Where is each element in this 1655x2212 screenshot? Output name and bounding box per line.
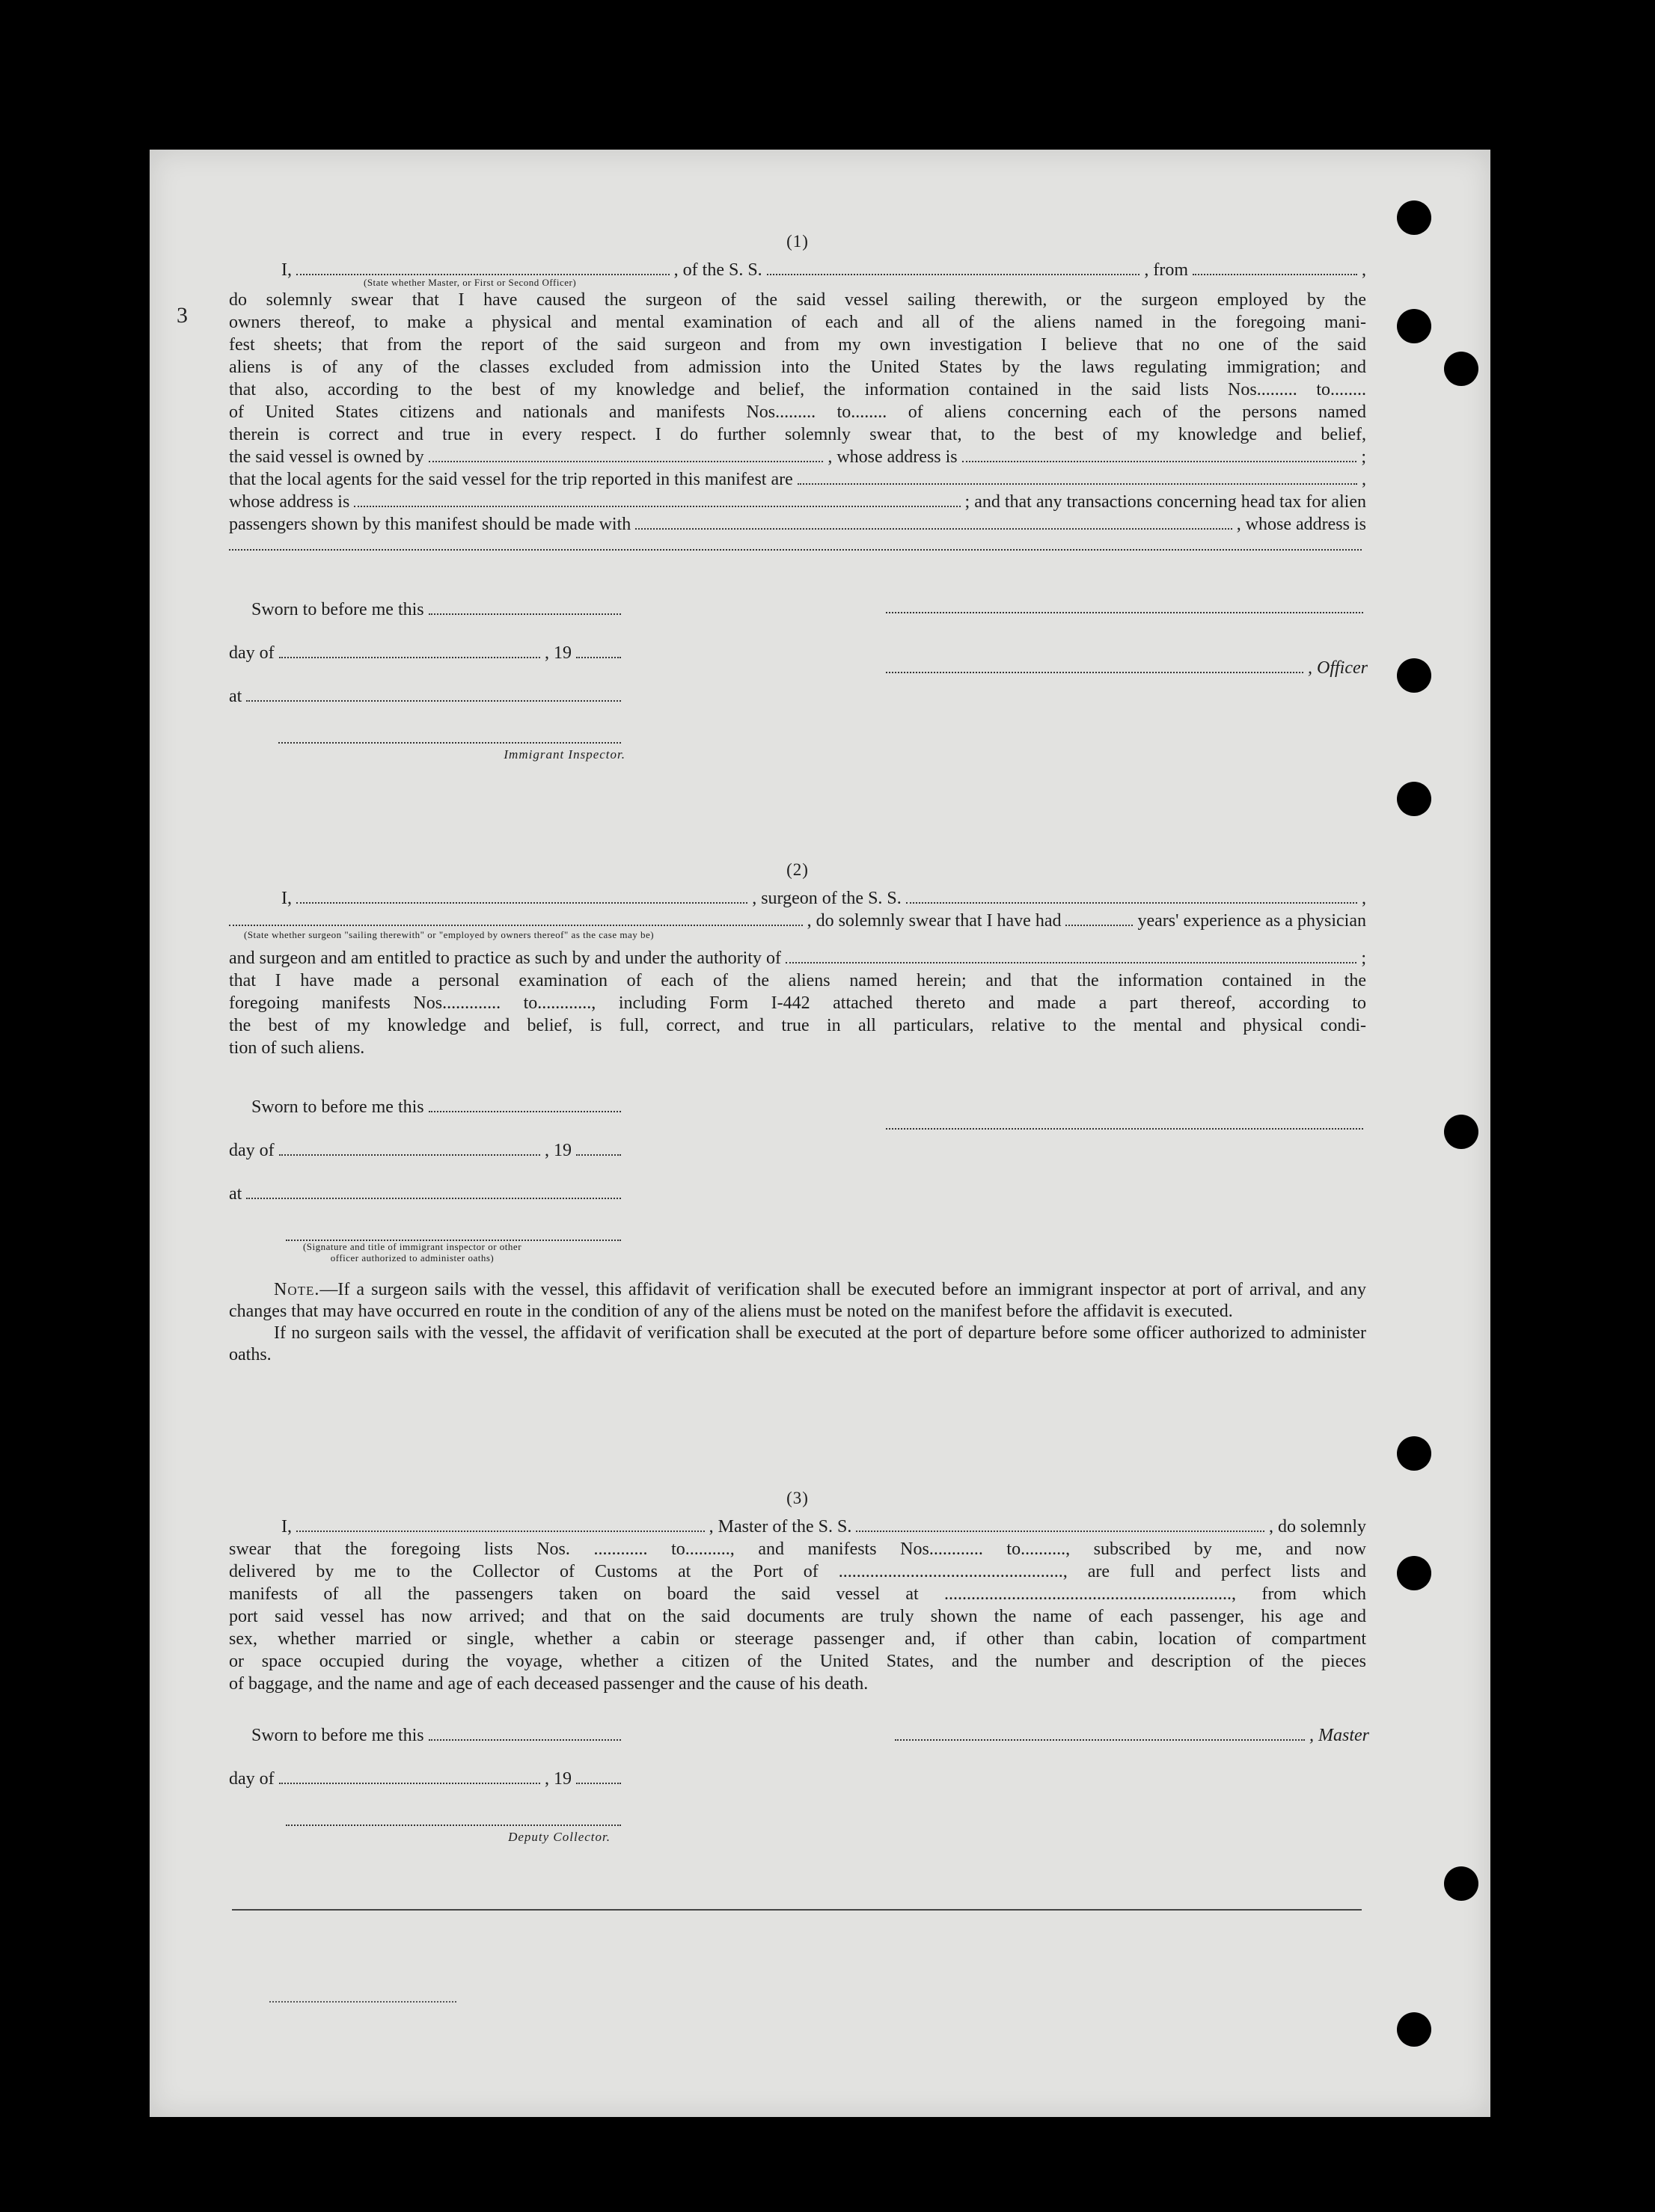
- paragraph-line: of baggage, and the name and age of each deceased passenger and the cause of his death.: [229, 1674, 869, 1694]
- agents-line: that the local agents for the said vessel for the trip reported in this manifest are ,: [229, 470, 1366, 489]
- line-label: , of the S. S.: [673, 260, 762, 280]
- line-label: that the local agents for the said vessel for the trip reported in this manifest are: [229, 470, 793, 489]
- agents-address-line: [229, 491, 1366, 513]
- year-label: , 19: [545, 1769, 572, 1789]
- paragraph-line: the best of my knowledge and belief, is full, correct, and true in all particulars, relative to the mental and physical condi-: [229, 1016, 1366, 1035]
- sworn-label: Sworn to before me this: [251, 1726, 424, 1745]
- collector-label: Deputy Collector.: [508, 1830, 611, 1844]
- paragraph-line: and surgeon and am entitled to practice as such by and under the authority of: [229, 949, 781, 968]
- year-field[interactable]: [576, 1769, 621, 1784]
- sworn-block-3: [229, 1724, 625, 1848]
- line-label: , surgeon of the S. S.: [752, 889, 902, 908]
- paragraph-line: sex, whether married or single, whether a cabin or steerage passenger and, if other than cabin, location of compartment: [229, 1629, 1366, 1649]
- signature-note: (Signature and title of immigrant inspector or other officer authorized to administer oaths): [302, 1241, 522, 1263]
- sailing-status-field[interactable]: [229, 911, 803, 926]
- owner-address-field[interactable]: [962, 447, 1357, 462]
- punch-hole: [1397, 1556, 1431, 1590]
- note-section: [229, 1279, 1366, 1366]
- paragraph-line: of United States citizens and nationals and manifests Nos......... to........ of aliens concerning each of the persons named: [229, 402, 1366, 422]
- punch-hole: [1397, 2012, 1431, 2047]
- year-field[interactable]: [576, 1141, 621, 1156]
- punch-hole: [1397, 782, 1431, 816]
- sworn-block-1: [229, 598, 625, 766]
- owner-line: the said vessel is owned by , whose address is ;: [229, 447, 1367, 467]
- line-label: I,: [281, 889, 292, 908]
- authority-line: and surgeon and am entitled to practice as such by and under the authority of ;: [229, 949, 1366, 968]
- note-paragraph-2: If no surgeon sails with the vessel, the affidavit of verification shall be executed at the port of departure before some officer authorized to administer oaths.: [229, 1323, 1366, 1364]
- punch-hole: [1444, 352, 1478, 386]
- line-label: passengers shown by this manifest should be made with: [229, 515, 631, 534]
- section-3: [229, 1489, 1366, 1695]
- day-label: day of: [229, 643, 275, 663]
- surgeon-signature-field[interactable]: [886, 1115, 1363, 1130]
- paragraph-line: delivered by me to the Collector of Customs at the Port of .................................................., are full and perfect lists and: [229, 1562, 1366, 1581]
- line-label: , do solemnly: [1269, 1517, 1366, 1537]
- document-page: [150, 150, 1490, 2117]
- line-label: , whose address is: [828, 447, 958, 467]
- section-number: (3): [786, 1489, 809, 1507]
- paragraph-line: that also, according to the best of my knowledge and belief, the information contained in the said lists Nos......... to........: [229, 380, 1366, 399]
- agents-address-field[interactable]: [354, 492, 960, 507]
- year-field[interactable]: [576, 643, 621, 658]
- line-label: , from: [1144, 260, 1189, 280]
- punch-hole: [1397, 309, 1431, 343]
- punch-hole: [1397, 200, 1431, 235]
- officer-name-field[interactable]: [886, 598, 1363, 613]
- surgeon-line: I, , surgeon of the S. S. ,: [281, 889, 1366, 908]
- paragraph-line: that I have made a personal examination of each of the aliens named herein; and that the information contained in the: [229, 971, 1366, 990]
- paragraph-line: do solemnly swear that I have caused the surgeon of the said vessel sailing therewith, or the surgeon employed by the: [229, 290, 1366, 310]
- vessel-field[interactable]: [767, 260, 1140, 275]
- authority-field[interactable]: [786, 949, 1356, 963]
- line-label: I,: [281, 260, 292, 280]
- line-label: ; and that any transactions concerning head tax for alien: [964, 492, 1366, 512]
- name-field[interactable]: [296, 260, 670, 275]
- field-note: (State whether Master, or First or Second Officer): [364, 277, 577, 288]
- line-label: , whose address is: [1236, 515, 1366, 534]
- note-heading: Note.: [274, 1280, 320, 1299]
- head-tax-line: [229, 513, 1366, 536]
- head-tax-contact-field[interactable]: [635, 515, 1232, 530]
- section-2: [229, 860, 1366, 1059]
- paragraph-line: aliens is of any of the classes excluded from admission into the United States by the laws regulating immigration; and: [229, 358, 1366, 377]
- month-field[interactable]: [279, 643, 540, 658]
- surgeon-signature-block: [881, 1115, 1368, 1130]
- paragraph-line: fest sheets; that from the report of the said surgeon and from my own investigation I believe that no one of the said: [229, 335, 1366, 355]
- officer-label: , Officer: [1308, 658, 1368, 678]
- line-label: the said vessel is owned by: [229, 447, 424, 467]
- at-label: at: [229, 1184, 242, 1204]
- paragraph-line: or space occupied during the voyage, whether a citizen of the United States, and the number and description of the pieces: [229, 1652, 1366, 1671]
- paragraph-line: therein is correct and true in every respect. I do further solemnly swear that, to the best of my knowledge and belief,: [229, 425, 1366, 444]
- section-number: (2): [786, 860, 809, 879]
- owner-field[interactable]: [429, 447, 824, 462]
- vessel-field[interactable]: [856, 1517, 1264, 1532]
- line-label: whose address is: [229, 492, 350, 512]
- sworn-label: Sworn to before me this: [251, 1097, 424, 1117]
- sworn-date-field[interactable]: [429, 600, 621, 615]
- sworn-date-field[interactable]: [429, 1726, 621, 1741]
- inspector-label: Immigrant Inspector.: [504, 747, 625, 762]
- margin-mark: 3: [177, 303, 188, 328]
- line-label: , do solemnly swear that I have had: [807, 911, 1062, 931]
- punch-hole: [1397, 658, 1431, 693]
- section-number: (1): [786, 232, 809, 251]
- head-tax-address-field[interactable]: [229, 536, 1362, 551]
- line-label: , Master of the S. S.: [709, 1517, 852, 1537]
- surgeon-name-field[interactable]: [296, 889, 747, 904]
- master-signature-block: [890, 1724, 1369, 1747]
- note-text: —If a surgeon sails with the vessel, this affidavit of verification shall be executed before an immigrant inspector at port of arrival, and any changes that may have occurred en route in the condition of any of the aliens must be noted on the manifest before the affidavit is executed.: [229, 1280, 1366, 1321]
- vessel-field[interactable]: [906, 889, 1357, 904]
- paragraph-line: tion of such aliens.: [229, 1038, 365, 1058]
- month-field[interactable]: [279, 1141, 540, 1156]
- note-paragraph: [229, 1279, 1366, 1323]
- at-label: at: [229, 687, 242, 706]
- master-label: , Master: [1309, 1726, 1369, 1745]
- day-label: day of: [229, 1769, 275, 1789]
- year-label: , 19: [545, 643, 572, 663]
- master-name-field[interactable]: [296, 1517, 705, 1532]
- line-label: years' experience as a physician: [1137, 911, 1366, 931]
- punch-hole: [1397, 1436, 1431, 1471]
- bottom-rule: [232, 1909, 1362, 1911]
- oath-paragraph: [229, 289, 1366, 446]
- years-field[interactable]: [1065, 911, 1133, 926]
- punch-hole: [1444, 1866, 1478, 1901]
- punch-hole: [1444, 1115, 1478, 1149]
- sworn-block-2: [229, 1096, 625, 1263]
- month-field[interactable]: [279, 1769, 540, 1784]
- master-line: [229, 1516, 1366, 1538]
- master-signature-field[interactable]: [895, 1726, 1305, 1741]
- sworn-date-field[interactable]: [429, 1097, 621, 1112]
- from-field[interactable]: [1193, 260, 1357, 275]
- paragraph-line: port said vessel has now arrived; and that on the said documents are truly shown the name of each passenger, his age and: [229, 1607, 1366, 1626]
- field-note: (State whether surgeon "sailing therewith" or "employed by owners thereof" as the case may be): [244, 929, 655, 940]
- place-field[interactable]: [246, 1184, 621, 1199]
- day-label: day of: [229, 1141, 275, 1160]
- footer-dotted-rule: [269, 2001, 456, 2003]
- inspector-signature-field[interactable]: [286, 1226, 621, 1241]
- officer-signature-block: [881, 598, 1368, 679]
- paragraph-line: foregoing manifests Nos............. to............, including Form I-442 attached thereto and made a part thereof, according to: [229, 993, 1366, 1013]
- sworn-label: Sworn to before me this: [251, 600, 424, 619]
- paragraph-line: owners thereof, to make a physical and mental examination of each and all of the aliens named in the foregoing mani-: [229, 313, 1366, 332]
- master-line: I, , of the S. S. , from ,: [281, 260, 1367, 280]
- officer-signature-field[interactable]: [886, 658, 1303, 673]
- line-label: I,: [281, 1517, 292, 1537]
- agents-field[interactable]: [798, 470, 1357, 485]
- year-label: , 19: [545, 1141, 572, 1160]
- paragraph-line: swear that the foregoing lists Nos. ............ to.........., and manifests Nos............ to.........., subscribed by me, and now: [229, 1539, 1366, 1559]
- head-tax-address-line: [229, 536, 1366, 551]
- inspector-signature-field[interactable]: [278, 729, 621, 744]
- place-field[interactable]: [246, 687, 621, 702]
- paragraph-line: manifests of all the passengers taken on board the said vessel at ................................................................, from which: [229, 1584, 1366, 1604]
- collector-signature-field[interactable]: [286, 1811, 621, 1826]
- section-1: [229, 232, 1366, 551]
